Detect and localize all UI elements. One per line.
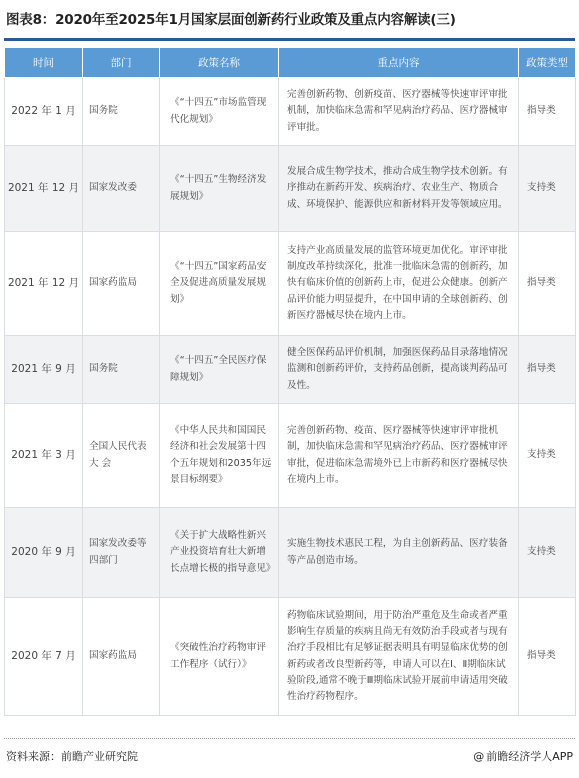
cell-policy-type: 指导类 — [519, 78, 576, 146]
credit-label: 前瞻经济学人APP — [486, 750, 573, 763]
cell-dept: 全国人民代表大 会 — [83, 404, 160, 508]
header-time: 时间 — [5, 48, 83, 78]
header-key-content: 重点内容 — [279, 48, 519, 78]
source-note: 资料来源：前瞻产业研究院 — [6, 750, 138, 763]
cell-key-content: 支持产业高质量发展的监管环境更加优化。审评审批制度改革持续深化，批准一批临床急需的创新药，加快有临床价值的创新药上市，促进公众健康。创新产品评价能力明显提升，在中国申请的全球创新药、创新医疗器械尽快在境内上市。 — [279, 232, 519, 336]
cell-policy-type: 支持类 — [519, 404, 576, 508]
table-row — [5, 598, 576, 716]
table-row — [5, 336, 576, 404]
policy-table — [4, 47, 576, 716]
cell-dept: 国务院 — [83, 78, 160, 146]
cell-time: 2021 年 12 月 — [5, 146, 83, 232]
cell-key-content: 健全医保药品评价机制，加强医保药品目录落地情况监测和创新药评价，支持药品创新，提高谈判药品可及性。 — [279, 336, 519, 404]
cell-policy-name: 《“十四五”全民医疗保障规划》 — [160, 336, 279, 404]
table-row — [5, 404, 576, 508]
cell-dept: 国务院 — [83, 336, 160, 404]
cell-time: 2021 年 3 月 — [5, 404, 83, 508]
table-row — [5, 146, 576, 232]
cell-time: 2020 年 9 月 — [5, 508, 83, 598]
table-header-row — [5, 48, 576, 78]
cell-policy-name: 《“十四五”生物经济发展规划》 — [160, 146, 279, 232]
cell-policy-type: 指导类 — [519, 598, 576, 716]
cell-key-content: 完善创新药物、创新疫苗、医疗器械等快速审评审批机制，加快临床急需和罕见病治疗药品、医疗器械审评审批。 — [279, 78, 519, 146]
cell-policy-type: 支持类 — [519, 508, 576, 598]
cell-dept: 国家发改委等四部门 — [83, 508, 160, 598]
cell-policy-type: 支持类 — [519, 146, 576, 232]
table-row — [5, 232, 576, 336]
header-policy-name: 政策名称 — [160, 48, 279, 78]
credit-note — [473, 748, 573, 764]
cell-key-content: 发展合成生物学技术，推动合成生物学技术创新。有序推动在新药开发、疾病治疗、农业生产、物质合成、环境保护、能源供应和新材料开发等领域应用。 — [279, 146, 519, 232]
cell-policy-name: 《中华人民共和国国民经济和社会发展第十四个五年规划和2035年远景目标纲要》 — [160, 404, 279, 508]
cell-policy-name: 《关于扩大战略性新兴产业投资培育壮大新增长点增长极的指导意见》 — [160, 508, 279, 598]
title-divider — [4, 38, 575, 41]
header-dept: 部门 — [83, 48, 160, 78]
cell-dept: 国家药监局 — [83, 598, 160, 716]
table-row — [5, 78, 576, 146]
footer-divider — [4, 738, 575, 739]
cell-policy-type: 指导类 — [519, 232, 576, 336]
cell-key-content: 完善创新药物、疫苗、医疗器械等快速审评审批机制，加快临床急需和罕见病治疗药品、医疗器械审评审批，促进临床急需境外已上市新药和医疗器械尽快在境内上市。 — [279, 404, 519, 508]
cell-policy-name: 《“十四五”市场监管现代化规划》 — [160, 78, 279, 146]
at-icon: @ — [473, 750, 485, 763]
cell-time: 2021 年 9 月 — [5, 336, 83, 404]
cell-time: 2022 年 1 月 — [5, 78, 83, 146]
header-policy-type: 政策类型 — [519, 48, 576, 78]
table-row — [5, 508, 576, 598]
cell-policy-type: 指导类 — [519, 336, 576, 404]
cell-dept: 国家药监局 — [83, 232, 160, 336]
cell-policy-name: 《“十四五”国家药品安全及促进高质量发展规划》 — [160, 232, 279, 336]
cell-time: 2021 年 12 月 — [5, 232, 83, 336]
cell-policy-name: 《突破性治疗药物审评工作程序（试行）》 — [160, 598, 279, 716]
cell-key-content: 实施生物技术惠民工程，为自主创新药品、医疗装备等产品创造市场。 — [279, 508, 519, 598]
cell-key-content: 药物临床试验期间，用于防治严重危及生命或者严重影响生存质量的疾病且尚无有效防治手段或者与现有治疗手段相比有足够证据表明具有明显临床优势的创新药或者改良型新药等，申请人可以在Ⅰ、Ⅱ期临床试验阶段,通常不晚于Ⅲ期临床试验开展前申请适用突破性治疗药物程序。 — [279, 598, 519, 716]
cell-dept: 国家发改委 — [83, 146, 160, 232]
cell-time: 2020 年 7 月 — [5, 598, 83, 716]
page-title: 图表8：2020年至2025年1月国家层面创新药行业政策及重点内容解读(三) — [6, 12, 456, 28]
